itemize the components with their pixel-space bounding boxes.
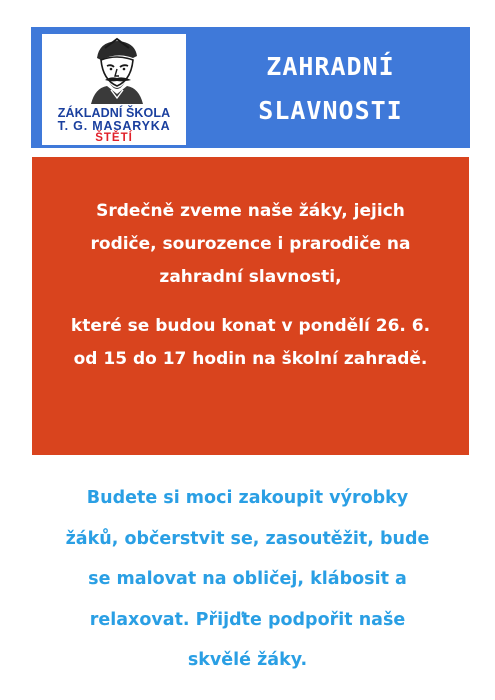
invitation-spacer: [32, 294, 469, 310]
invitation-banner: [32, 157, 469, 455]
event-title-line2: SLAVNOSTI: [258, 96, 403, 125]
school-name-line1: ZÁKLADNÍ ŠKOLA: [57, 106, 171, 120]
info-line2: žáků, občerstvit se, zasoutěžit, bude: [65, 528, 430, 549]
info-line4: relaxovat. Přijďte podpořit naše: [89, 609, 406, 630]
info-line1: Budete si moci zakoupit výrobky: [86, 488, 409, 508]
event-title: [191, 45, 470, 133]
invitation-text: [32, 195, 469, 376]
masaryk-portrait-icon: [83, 36, 147, 104]
event-title-line1: ZAHRADNÍ: [266, 52, 395, 81]
school-logo: [42, 34, 186, 145]
info-line5: skvělé žáky.: [187, 650, 308, 670]
activities-info: [0, 478, 495, 681]
header-banner: [31, 27, 470, 148]
info-line3: se malovat na obličej, klábosit a: [88, 569, 407, 589]
invitation-line1: Srdečně zveme naše žáky, jejich: [96, 201, 405, 221]
invitation-line2: rodiče, sourozence i prarodiče na: [90, 234, 411, 254]
school-town: ŠTĚTÍ: [95, 132, 133, 144]
invitation-line4: které se budou konat v pondělí 26. 6.: [70, 316, 431, 336]
invitation-line5: od 15 do 17 hodin na školní zahradě.: [73, 349, 428, 369]
invitation-line3: zahradní slavnosti,: [159, 267, 342, 287]
school-name-line2: T. G. MASARYKA: [57, 119, 171, 133]
